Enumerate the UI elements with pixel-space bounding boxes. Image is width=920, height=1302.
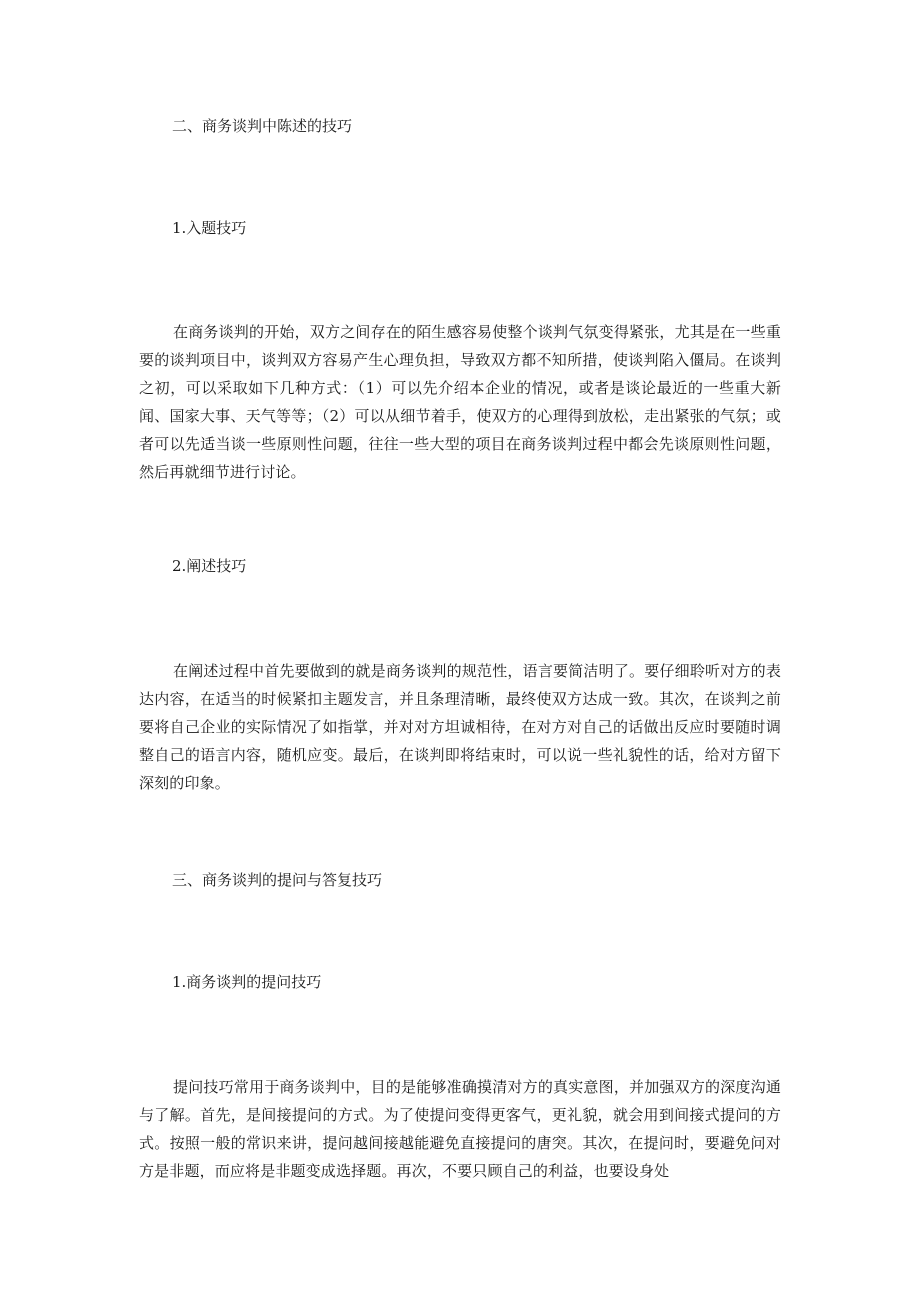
subsection-heading: 1.入题技巧 (172, 219, 247, 237)
section-heading: 二、商务谈判中陈述的技巧 (172, 117, 353, 135)
subsection-heading: 1.商务谈判的提问技巧 (172, 973, 322, 991)
paragraph: 提问技巧常用于商务谈判中，目的是能够准确摸清对方的真实意图，并加强双方的深度沟通与了解。首先，是间接提问的方式。为了使提问变得更客气，更礼貌，就会用到间接式提问的方式。按照一般的常识来讲，提问越间接越能避免直接提问的唐突。其次，在提问时，要避免问对方是非题，而应将是非题变成选择题。再次，不要只顾自己的利益，也要设身处 (139, 1078, 781, 1180)
paragraph: 在商务谈判的开始，双方之间存在的陌生感容易使整个谈判气氛变得紧张，尤其是在一些重要的谈判项目中，谈判双方容易产生心理负担，导致双方都不知所措，使谈判陷入僵局。在谈判之初，可以采取如下几种方式：（1）可以先介绍本企业的情况，或者是谈论最近的一些重大新闻、国家大事、天气等等；（2）可以从细节着手，使双方的心理得到放松，走出紧张的气氛；或者可以先适当谈一些原则性问题，往往一些大型的项目在商务谈判过程中都会先谈原则性问题，然后再就细节进行讨论。 (139, 323, 781, 481)
paragraph: 在阐述过程中首先要做到的就是商务谈判的规范性，语言要简洁明了。要仔细聆听对方的表达内容，在适当的时候紧扣主题发言，并且条理清晰，最终使双方达成一致。其次，在谈判之前要将自己企业的实际情况了如指掌，并对对方坦诚相待，在对方对自己的话做出反应时要随时调整自己的语言内容，随机应变。最后，在谈判即将结束时，可以说一些礼貌性的话，给对方留下深刻的印象。 (139, 662, 781, 792)
subsection-heading: 2.阐述技巧 (172, 557, 247, 575)
section-heading: 三、商务谈判的提问与答复技巧 (172, 871, 383, 889)
